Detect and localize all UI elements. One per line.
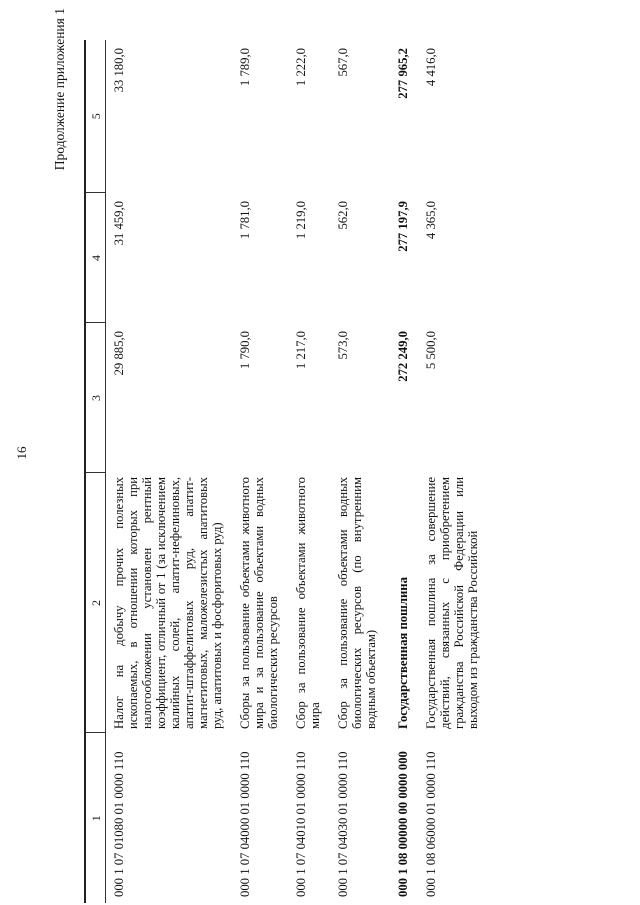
row-value-col3: 5 500,0	[424, 331, 438, 370]
budget-revenue-table	[84, 40, 488, 903]
table-row	[330, 40, 390, 903]
header-col-4: 4	[85, 193, 106, 323]
row-value-col3: 1 790,0	[238, 331, 252, 370]
row-code: 000 1 07 04010 01 0000 110	[294, 751, 308, 897]
row-value-col4: 31 459,0	[112, 201, 126, 246]
row-value-col5: 567,0	[336, 48, 350, 77]
row-code: 000 1 08 00000 00 0000 000	[396, 751, 410, 897]
row-value-col3: 29 885,0	[112, 331, 126, 376]
header-col-5: 5	[85, 40, 106, 193]
page-number: 16	[14, 446, 29, 460]
row-code: 000 1 07 04000 01 0000 110	[238, 751, 252, 897]
table-row-total	[390, 40, 418, 903]
table-row	[418, 40, 488, 903]
continuation-note: Продолжение приложения 1	[52, 8, 67, 171]
row-value-col5: 33 180,0	[112, 48, 126, 93]
table-row	[106, 40, 233, 903]
row-value-col4: 1 219,0	[294, 201, 308, 240]
table-row	[288, 40, 330, 903]
row-value-col3: 272 249,0	[396, 331, 410, 382]
header-col-3: 3	[85, 323, 106, 473]
row-value-col3: 1 217,0	[294, 331, 308, 370]
row-value-col5: 4 416,0	[424, 48, 438, 87]
row-name: Государственная пошлина	[396, 577, 410, 729]
header-col-1: 1	[85, 733, 106, 903]
row-name: Сбор за пользование объектами животного мира	[294, 477, 322, 729]
table-row	[232, 40, 288, 903]
row-value-col5: 1 222,0	[294, 48, 308, 87]
row-value-col4: 1 781,0	[238, 201, 252, 240]
row-name: Сборы за пользование объектами животного мира и за пользование объектами водных биологических ресурсов	[238, 477, 280, 729]
row-code: 000 1 07 04030 01 0000 110	[336, 751, 350, 897]
row-code: 000 1 08 06000 01 0000 110	[424, 751, 438, 897]
row-value-col5: 277 965,2	[396, 48, 410, 99]
row-code: 000 1 07 01080 01 0000 110	[112, 751, 126, 897]
header-col-2: 2	[85, 473, 106, 733]
row-name: Налог на добычу прочих полезных ископаемых, в отношении которых при налогообложении установлен рентный коэффициент, отличный от 1 (за исключением калийных солей, апатит-нефелиновых, апатит-штаффелитовых руд, апатит-магнетитовых, маложелезистых апатитовых руд, апатитовых и фосфоритовых руд)	[112, 477, 224, 729]
row-value-col3: 573,0	[336, 331, 350, 360]
row-name: Государственная пошлина за совершение действий, связанных с приобретением гражданства Российской Федерации или выходом из гражданства Российской	[424, 477, 480, 729]
row-value-col4: 562,0	[336, 201, 350, 230]
header-row	[85, 40, 106, 903]
row-value-col5: 1 789,0	[238, 48, 252, 87]
row-value-col4: 277 197,9	[396, 201, 410, 252]
row-value-col4: 4 365,0	[424, 201, 438, 240]
row-name: Сбор за пользование объектами водных биологических ресурсов (по внутренним водным объектам)	[336, 477, 378, 729]
